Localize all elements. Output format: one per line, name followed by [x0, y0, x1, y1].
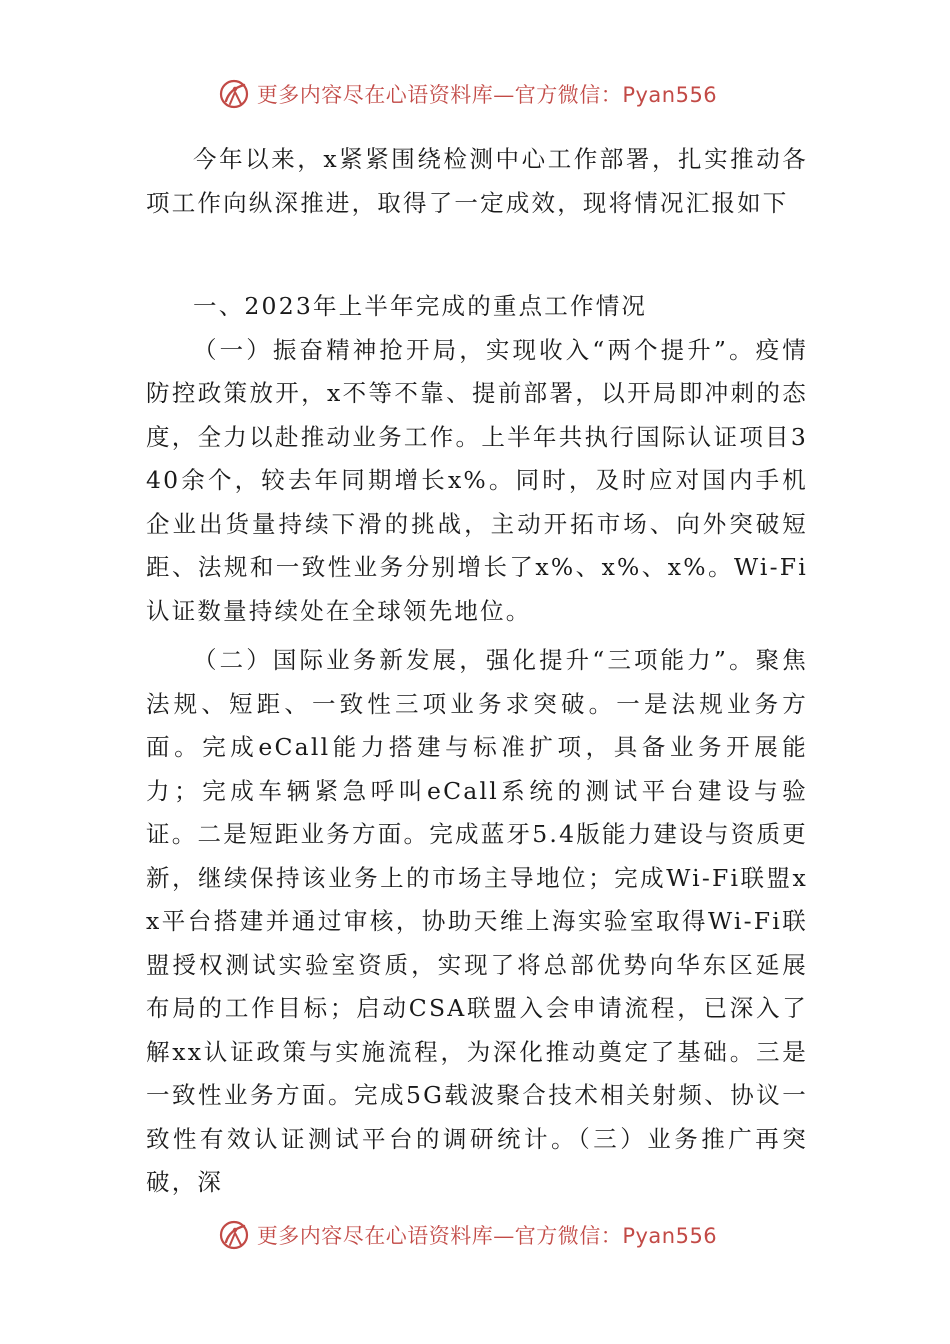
intro-paragraph: 今年以来，x紧紧围绕检测中心工作部署，扎实推动各项工作向纵深推进，取得了一定成效，现将情况汇报如下	[146, 145, 808, 217]
watermark-banner-top	[0, 72, 950, 116]
watermark-logo-icon	[217, 77, 251, 111]
paragraph-1: （一）振奋精神抢开局，实现收入“两个提升”。疫情防控政策放开，x不等不靠、提前部署，以开局即冲刺的态度，全力以赴推动业务工作。上半年共执行国际认证项目340余个，较去年同期增长x%。同时，及时应对国内手机企业出货量持续下滑的挑战，主动开拓市场、向外突破短距、法规和一致性业务分别增长了x%、x%、x%。Wi-Fi认证数量持续处在全球领先地位。	[146, 335, 808, 625]
watermark-wechat-id: Pyan556	[622, 83, 718, 107]
watermark-banner-bottom	[0, 1213, 950, 1257]
document-body	[146, 138, 808, 1205]
paragraph-2: （二）国际业务新发展，强化提升“三项能力”。聚焦法规、短距、一致性三项业务求突破。一是法规业务方面。完成eCall能力搭建与标准扩项，具备业务开展能力；完成车辆紧急呼叫eCall系统的测试平台建设与验证。二是短距业务方面。完成蓝牙5.4版能力建设与资质更新，继续保持该业务上的市场主导地位；完成Wi-Fi联盟xx平台搭建并通过审核，协助天维上海实验室取得Wi-Fi联盟授权测试实验室资质，实现了将总部优势向华东区延展布局的工作目标；启动CSA联盟入会申请流程，已深入了解xx认证政策与实施流程，为深化推动奠定了基础。三是一致性业务方面。完成5G载波聚合技术相关射频、协议一致性有效认证测试平台的调研统计。（三）业务推广再突破，深	[146, 646, 808, 1196]
watermark-text: 更多内容尽在心语资料库—官方微信：Pyan556	[256, 83, 718, 107]
section-heading: 一、2023年上半年完成的重点工作情况	[193, 292, 648, 320]
watermark-logo-icon	[217, 1218, 251, 1252]
watermark-text: 更多内容尽在心语资料库—官方微信：Pyan556	[256, 1224, 718, 1248]
watermark-wechat-id: Pyan556	[622, 1224, 718, 1248]
